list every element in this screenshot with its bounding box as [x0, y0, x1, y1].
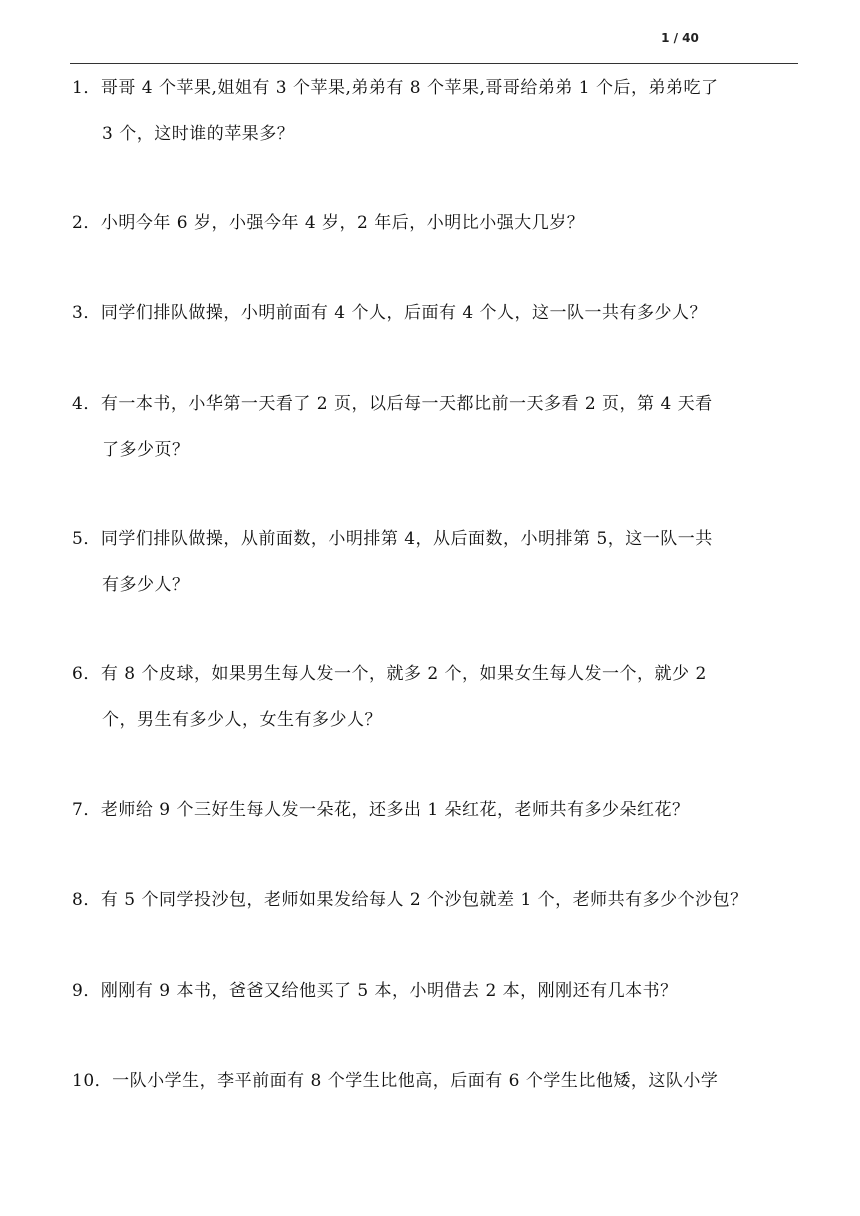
question-5-line-2: 有多少人？ — [102, 575, 190, 595]
page-number: 1 / 40 — [661, 31, 699, 45]
question-1 — [72, 65, 798, 157]
question-3 — [72, 290, 798, 336]
question-1-line-1: 1．哥哥 4 个苹果,姐姐有 3 个苹果,弟弟有 8 个苹果,哥哥给弟弟 1 个后，弟弟吃了 — [72, 78, 719, 98]
question-8 — [72, 877, 798, 923]
question-5 — [72, 516, 798, 608]
question-9-line-1: 9．刚刚有 9 本书，爸爸又给他买了 5 本，小明借去 2 本，刚刚还有几本书？ — [72, 981, 678, 1001]
question-2-line-1: 2．小明今年 6 岁，小强今年 4 岁，2 年后，小明比小强大几岁？ — [72, 213, 585, 233]
question-7-line-1: 7．老师给 9 个三好生每人发一朵花，还多出 1 朵红花，老师共有多少朵红花？ — [72, 800, 690, 820]
question-6-line-1: 6．有 8 个皮球，如果男生每人发一个，就多 2 个，如果女生每人发一个，就少 2 — [72, 664, 707, 684]
question-6 — [72, 651, 798, 743]
question-5-line-1: 5．同学们排队做操，从前面数，小明排第 4，从后面数，小明排第 5，这一队一共 — [72, 529, 713, 549]
question-9 — [72, 968, 798, 1014]
question-8-line-1: 8．有 5 个同学投沙包，老师如果发给每人 2 个沙包就差 1 个，老师共有多少个沙包？ — [72, 890, 748, 910]
question-3-line-1: 3．同学们排队做操，小明前面有 4 个人，后面有 4 个人，这一队一共有多少人？ — [72, 303, 708, 323]
header-divider — [70, 63, 798, 64]
question-1-line-2: 3 个，这时谁的苹果多？ — [102, 124, 295, 144]
question-2 — [72, 200, 798, 246]
question-4-line-2: 了多少页？ — [102, 440, 190, 460]
question-4 — [72, 381, 798, 473]
question-10 — [72, 1058, 798, 1104]
question-4-line-1: 4．有一本书，小华第一天看了 2 页，以后每一天都比前一天多看 2 页，第 4 天看 — [72, 394, 713, 414]
question-6-line-2: 个，男生有多少人，女生有多少人？ — [102, 710, 382, 730]
question-10-line-1: 10．一队小学生，李平前面有 8 个学生比他高，后面有 6 个学生比他矮，这队小学 — [72, 1071, 719, 1091]
question-7 — [72, 787, 798, 833]
